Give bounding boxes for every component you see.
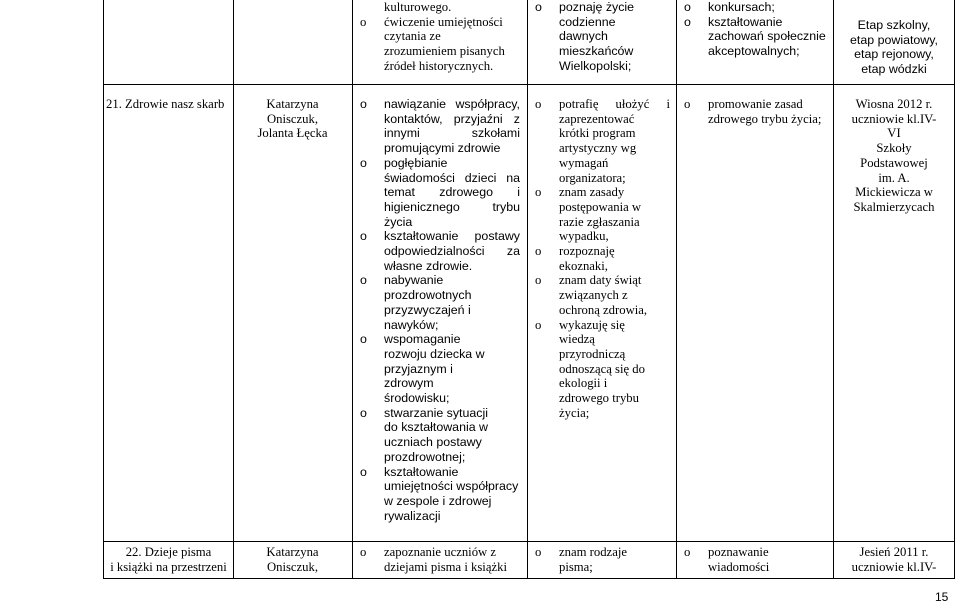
bullet-glyph: o bbox=[360, 14, 367, 29]
text-line: ekoznaki, bbox=[559, 258, 608, 273]
list-item bbox=[535, 545, 670, 574]
text-line: znam zasady bbox=[559, 185, 625, 200]
row22-attitudes-list bbox=[684, 545, 832, 574]
bullet-glyph: o bbox=[360, 229, 367, 244]
bullet-glyph: o bbox=[535, 185, 542, 200]
text-line: innymi szkołami bbox=[384, 126, 520, 141]
list-item bbox=[535, 318, 670, 421]
bullet-glyph: o bbox=[360, 545, 367, 559]
text-line: etap rejonowy, bbox=[854, 47, 934, 62]
text-line: związanych z bbox=[559, 288, 628, 303]
row-border bbox=[103, 578, 955, 579]
text-line: Wielkopolski; bbox=[559, 58, 632, 73]
text-line: życia; bbox=[559, 405, 590, 420]
list-item bbox=[535, 185, 670, 244]
text-line: Wiosna 2012 r. bbox=[855, 97, 933, 111]
text-line: kształtowanie bbox=[384, 464, 459, 479]
text-line: życia bbox=[384, 214, 413, 229]
text-line: przyrodniczą bbox=[559, 346, 626, 361]
text-line: rywalizacji bbox=[384, 508, 441, 523]
text-line: potrafię ułożyć i bbox=[559, 97, 670, 111]
top-row-col5 bbox=[684, 0, 832, 59]
row21-info bbox=[834, 97, 954, 215]
list-item bbox=[360, 15, 525, 74]
text-line: Skalmierzycach bbox=[853, 199, 935, 214]
row21-authors bbox=[234, 97, 351, 141]
text-line: ćwiczenie umiejętności bbox=[384, 14, 503, 29]
row22-topic bbox=[104, 545, 233, 574]
text-line: nawyków; bbox=[384, 317, 439, 332]
row22-info bbox=[834, 545, 954, 574]
bullet-glyph: o bbox=[684, 0, 691, 14]
text-line: źródeł historycznych. bbox=[384, 58, 494, 73]
text-line: uczniowie kl.IV- bbox=[851, 559, 937, 574]
text-line: prozdrowotnych bbox=[384, 288, 472, 303]
list-item bbox=[360, 97, 520, 156]
text-line: codzienne bbox=[559, 14, 616, 29]
page-number: 15 bbox=[935, 590, 949, 604]
list-item bbox=[360, 406, 520, 465]
column-border bbox=[103, 0, 104, 579]
text-line: etap powiatowy, bbox=[850, 32, 938, 47]
text-line: znam rodzaje bbox=[559, 545, 627, 559]
text-line: kontaktów, przyjaźni z bbox=[384, 111, 520, 126]
text-line: świadomości dzieci na bbox=[384, 170, 520, 185]
top-row-col3 bbox=[360, 0, 525, 74]
list-item bbox=[360, 156, 520, 230]
row21-topic: 21. Zdrowie nasz skarb bbox=[106, 97, 225, 111]
text-line: w zespole i zdrowej bbox=[384, 493, 492, 508]
text-line: im. A. bbox=[878, 170, 910, 185]
text-line: odpowiedzialności za bbox=[384, 244, 520, 259]
text-line: odnoszącą się do bbox=[559, 361, 645, 376]
row22-skills-list bbox=[535, 545, 670, 574]
list-item bbox=[360, 229, 520, 273]
top-row-stage bbox=[834, 18, 954, 77]
list-item bbox=[684, 15, 832, 59]
text-line: prozdrowotnej; bbox=[384, 449, 466, 464]
column-border bbox=[352, 0, 353, 579]
text-line: konkursach; bbox=[708, 0, 775, 14]
text-line: przyjaznym i bbox=[384, 361, 453, 376]
list-item bbox=[535, 244, 670, 273]
bullet-glyph: o bbox=[535, 244, 542, 259]
text-line: kulturowego. bbox=[384, 0, 452, 14]
text-line: Onisczuk, bbox=[266, 111, 319, 126]
text-line: artystyczny wg bbox=[559, 141, 637, 156]
text-line: pisma; bbox=[559, 559, 593, 574]
bullet-glyph: o bbox=[684, 97, 691, 111]
text-line: zaprezentować bbox=[559, 111, 635, 126]
row21-attitudes-list bbox=[684, 97, 832, 126]
text-line: środowisku; bbox=[384, 391, 450, 406]
text-line: zdrowym bbox=[384, 376, 434, 391]
text-line: poznaję życie bbox=[559, 0, 635, 14]
list-item bbox=[360, 332, 520, 406]
text-line: umiejętności współpracy bbox=[384, 479, 519, 494]
text-line: zapoznanie uczniów z bbox=[384, 545, 497, 559]
text-line: zrozumieniem pisanych bbox=[384, 44, 505, 59]
bullet-glyph: o bbox=[535, 97, 542, 111]
text-line: zdrowego trybu życia; bbox=[708, 111, 822, 126]
text-line: uczniowie kl.IV- bbox=[851, 111, 937, 126]
text-line: ekologii i bbox=[559, 376, 608, 391]
text-line: czytania ze bbox=[384, 29, 441, 44]
text-line: wymagań bbox=[559, 155, 609, 170]
text-line: Jolanta Łęcka bbox=[257, 126, 328, 141]
text-line: Katarzyna bbox=[266, 545, 319, 559]
list-item bbox=[360, 273, 520, 332]
text-line: i książki na przestrzeni bbox=[110, 559, 227, 574]
text-line: wykazuję się bbox=[559, 317, 625, 332]
list-item bbox=[360, 465, 520, 524]
text-line: wiadomości bbox=[708, 559, 770, 574]
text-line: krótki program bbox=[559, 126, 636, 141]
text-line: Onisczuk, bbox=[266, 559, 319, 574]
text-line: Etap szkolny, bbox=[857, 18, 931, 32]
text-line: pogłębianie bbox=[384, 155, 448, 170]
text-line: znam daty świąt bbox=[559, 273, 642, 288]
row-border bbox=[103, 541, 955, 542]
bullet-glyph: o bbox=[535, 273, 542, 288]
list-item bbox=[535, 97, 670, 185]
row21-skills-list bbox=[535, 97, 670, 420]
text-line: promującymi zdrowie bbox=[384, 141, 501, 156]
text-line: przyzwyczajeń i bbox=[384, 302, 471, 317]
row-border bbox=[103, 84, 955, 85]
column-border bbox=[833, 0, 834, 579]
column-border bbox=[954, 0, 955, 579]
text-line: wspomaganie bbox=[384, 332, 461, 347]
list-item bbox=[684, 545, 832, 574]
column-border bbox=[676, 0, 677, 579]
top-row-col4 bbox=[535, 0, 675, 74]
text-line: postępowania w bbox=[559, 199, 642, 214]
column-border bbox=[233, 0, 234, 579]
bullet-glyph: o bbox=[684, 545, 691, 559]
list-item bbox=[684, 0, 832, 15]
bullet-glyph: o bbox=[360, 405, 367, 420]
bullet-glyph: o bbox=[360, 273, 367, 288]
text-line: etap wódzki bbox=[861, 62, 927, 77]
text-line: stwarzanie sytuacji bbox=[384, 405, 488, 420]
bullet-glyph: o bbox=[535, 545, 542, 559]
text-line: 22. Dzieje pisma bbox=[125, 545, 212, 559]
text-line: organizatora; bbox=[559, 170, 626, 185]
text-line: ochroną zdrowia, bbox=[559, 302, 648, 317]
list-item bbox=[360, 545, 525, 574]
text-line: własne zdrowie. bbox=[384, 258, 473, 273]
text-line: Jesień 2011 r. bbox=[859, 545, 929, 559]
text-line: temat zdrowego i bbox=[384, 185, 520, 200]
text-line: nabywanie bbox=[384, 273, 444, 288]
text-line: VI bbox=[887, 126, 901, 141]
text-line: rozpoznaję bbox=[559, 244, 615, 259]
bullet-glyph: o bbox=[360, 464, 367, 479]
column-border bbox=[527, 0, 528, 579]
text-line: nawiązanie współpracy, bbox=[384, 97, 520, 111]
text-line: wiedzą bbox=[559, 332, 595, 347]
text-line: kształtowanie postawy bbox=[384, 229, 520, 244]
bullet-glyph: o bbox=[535, 317, 542, 332]
text-line: zdrowego trybu bbox=[559, 391, 639, 406]
text-line: dawnych bbox=[559, 29, 608, 44]
row22-authors bbox=[234, 545, 351, 574]
text-line: Mickiewicza w bbox=[855, 185, 933, 200]
text-line: promowanie zasad bbox=[708, 97, 803, 111]
text-line: Katarzyna bbox=[266, 97, 319, 111]
bullet-glyph: o bbox=[360, 332, 367, 347]
text-line: razie zgłaszania bbox=[559, 214, 640, 229]
text-line: Podstawowej bbox=[860, 155, 928, 170]
list-item bbox=[535, 273, 670, 317]
text-line: akceptowalnych; bbox=[708, 44, 800, 59]
text-line: mieszkańców bbox=[559, 44, 634, 59]
row21-goals-list bbox=[360, 97, 520, 523]
text-line: rozwoju dziecka w bbox=[384, 346, 485, 361]
list-item bbox=[535, 0, 675, 74]
text-line: do kształtowania w bbox=[384, 420, 488, 435]
bullet-glyph: o bbox=[684, 14, 691, 29]
text-line: poznawanie bbox=[708, 545, 769, 559]
bullet-glyph: o bbox=[535, 0, 542, 14]
text-line: dziejami pisma i książki bbox=[384, 559, 507, 574]
row22-goals-list bbox=[360, 545, 525, 574]
text-line: zachowań społecznie bbox=[708, 29, 826, 44]
bullet-glyph: o bbox=[360, 97, 367, 111]
text-line: higienicznego trybu bbox=[384, 199, 520, 214]
text-line: kształtowanie bbox=[708, 14, 783, 29]
text-line: uczniach postawy bbox=[384, 435, 482, 450]
text-line: Szkoły bbox=[876, 141, 912, 156]
text-line: wypadku, bbox=[559, 229, 609, 244]
list-item bbox=[684, 97, 832, 126]
bullet-glyph: o bbox=[360, 155, 367, 170]
